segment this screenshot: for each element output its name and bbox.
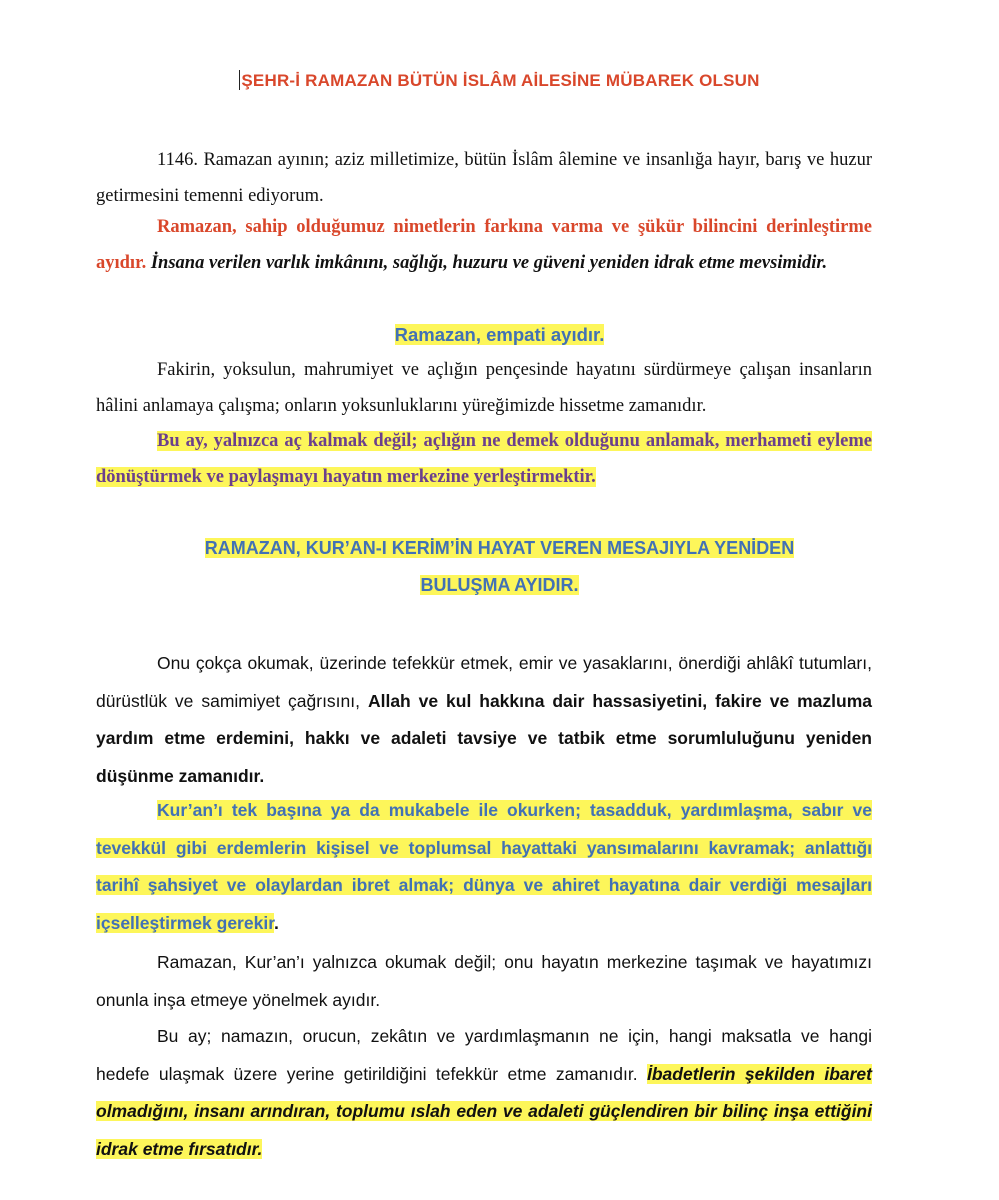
- worship-normal-text: Bu ay; namazın, orucun, zekâtın ve yardımlaşmanın ne için, hangi maksatla ve hangi hedefe ulaşmak üzere yerine getirildiğini tefekkür etme zamanıdır.: [96, 1026, 872, 1084]
- gratitude-red-text: Ramazan, sahip olduğumuz nimetlerin farkına varma ve şükür bilincini derinleştirme ayıdır.: [96, 217, 872, 273]
- paragraph-quran-life: Ramazan, Kur’an’ı yalnızca okumak değil; onu hayatın merkezine taşımak ve hayatımızı onunla inşa etmeye yönelmek ayıdır.: [96, 952, 872, 1010]
- section-heading: [0, 530, 999, 604]
- worship-highlight-text: İbadetlerin şekilden ibaret olmadığını, insanı arındıran, toplumu ıslah eden ve adaleti güçlendiren bir bilinç inşa ettiğini idrak etme fırsatıdır.: [96, 1063, 872, 1159]
- empathy-heading: [0, 320, 999, 350]
- page-title-text: ŞEHR-İ RAMAZAN BÜTÜN İSLÂM AİLESİNE MÜBAREK OLSUN: [241, 71, 760, 90]
- paragraph-quran-reflection: [96, 645, 872, 795]
- quran-reflection-normal-text: Onu çokça okumak, üzerinde tefekkür etmek, emir ve yasaklarını, önerdiği ahlâkî tutumları, dürüstlük ve samimiyet çağrısını,: [96, 653, 872, 711]
- quran-virtues-highlight-text: Kur’an’ı tek başına ya da mukabele ile okurken; tasadduk, yardımlaşma, sabır ve tevekkül gibi erdemlerin kişisel ve toplumsal hayattaki yansımalarını kavramak; anlattığı tarihî şahsiyet ve olaylardan ibret almak; dünya ve ahiret hayatına dair verdiği mesajları içselleştirmek gerekir: [96, 800, 872, 933]
- empathy-heading-text: Ramazan, empati ayıdır.: [394, 324, 605, 345]
- quran-virtues-period: .: [274, 912, 279, 933]
- paragraph-empathy: Fakirin, yoksulun, mahrumiyet ve açlığın pençesinde hayatını sürdürmeye çalışan insanların hâlini anlamaya çalışma; onların yoksunluklarını yüreğimizde hissetme zamanıdır.: [96, 360, 872, 416]
- paragraph-worship: [96, 1018, 872, 1168]
- hunger-highlight-text: Bu ay, yalnızca aç kalmak değil; açlığın ne demek olduğunu anlamak, merhameti eyleme dönüştürmek ve paylaşmayı hayatın merkezine yerleştirmektir.: [96, 431, 872, 487]
- page-title: [0, 70, 999, 91]
- section-heading-line2: BULUŞMA AYIDIR.: [420, 575, 579, 595]
- section-heading-line1: RAMAZAN, KUR’AN-I KERİM’İN HAYAT VEREN MESAJIYLA YENİDEN: [204, 538, 795, 558]
- gratitude-italic-text: İnsana verilen varlık imkânını, sağlığı, huzuru ve güveni yeniden idrak etme mevsimidir.: [150, 253, 828, 273]
- quran-reflection-bold-text: Allah ve kul hakkına dair hassasiyetini, fakire ve mazluma yardım etme erdemini, hakkı ve adaleti tavsiye ve tatbik etme sorumluluğunu yeniden düşünme zamanıdır.: [96, 690, 872, 786]
- paragraph-intro: 1146. Ramazan ayının; aziz milletimize, bütün İslâm âlemine ve insanlığa hayır, barış ve huzur getirmesini temenni ediyorum.: [96, 150, 872, 206]
- paragraph-hunger: [96, 423, 872, 495]
- paragraph-quran-virtues: [96, 792, 872, 942]
- paragraph-gratitude: [96, 209, 872, 281]
